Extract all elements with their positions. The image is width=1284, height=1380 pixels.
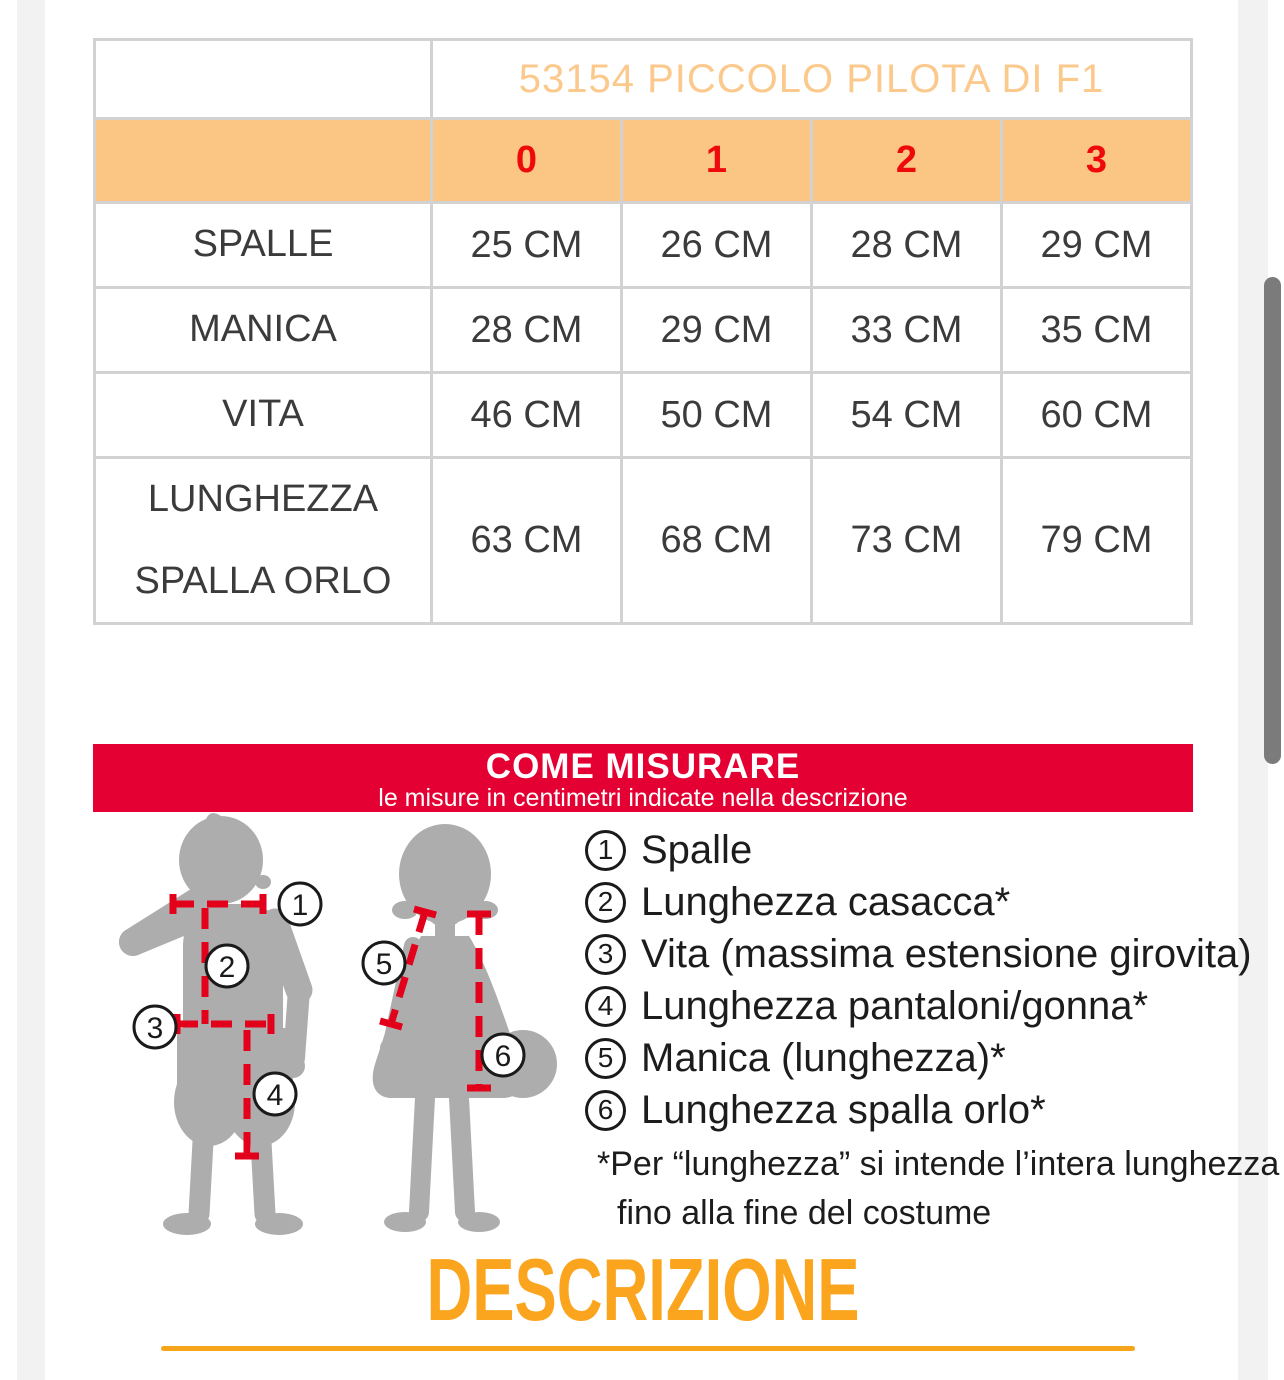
size-header-0: 0 <box>432 119 622 203</box>
figure-marker-6: 6 <box>494 1040 512 1073</box>
table-row <box>95 458 1192 624</box>
row-label-vita: VITA <box>95 373 432 458</box>
cell-value: 28 CM <box>812 203 1002 288</box>
item-label: Lunghezza casacca* <box>641 879 1011 924</box>
row-label-manica: MANICA <box>95 288 432 373</box>
item-label: Vita (massima estensione girovita) <box>641 931 1252 976</box>
cell-value: 25 CM <box>432 203 622 288</box>
row-label-lunghezza-spalla-orlo: LUNGHEZZA SPALLA ORLO <box>95 458 432 624</box>
cell-value: 33 CM <box>812 288 1002 373</box>
item-number-badge: 3 <box>585 934 626 975</box>
figure-marker-1: 1 <box>291 889 309 922</box>
figure-marker-4: 4 <box>266 1079 284 1112</box>
item-label: Lunghezza pantaloni/gonna* <box>641 983 1149 1028</box>
cell-value: 79 CM <box>1002 458 1192 624</box>
cell-value: 46 CM <box>432 373 622 458</box>
measure-list-item <box>585 876 1252 928</box>
footnote-line-2: fino alla fine del costume <box>617 1194 992 1233</box>
table-row <box>95 373 1192 458</box>
banner-subtitle: le misure in centimetri indicate nella descrizione <box>378 784 908 812</box>
left-page-margin <box>17 0 45 1380</box>
banner-title: COME MISURARE <box>485 747 801 786</box>
size-header-3: 3 <box>1002 119 1192 203</box>
cell-value: 29 CM <box>622 288 812 373</box>
item-number-badge: 1 <box>585 830 626 871</box>
item-label: Spalle <box>641 827 753 872</box>
item-number-badge: 6 <box>585 1090 626 1131</box>
size-chart-table <box>93 38 1193 625</box>
measure-list-item <box>585 980 1252 1032</box>
scrollbar-thumb[interactable] <box>1264 277 1281 764</box>
footnote-line-1: *Per “lunghezza” si intende l’intera lunghezza <box>597 1145 1280 1183</box>
cell-value: 63 CM <box>432 458 622 624</box>
come-misurare-banner <box>93 744 1193 812</box>
cell-value: 54 CM <box>812 373 1002 458</box>
measure-list-item <box>585 928 1252 980</box>
measure-list-item <box>585 824 1252 876</box>
cell-value: 35 CM <box>1002 288 1192 373</box>
figure-marker-5: 5 <box>375 948 393 981</box>
size-chart-corner-cell <box>95 40 432 119</box>
figure-marker-3: 3 <box>146 1012 164 1045</box>
cell-value: 50 CM <box>622 373 812 458</box>
measure-list-item <box>585 1084 1252 1136</box>
size-row-empty-cell <box>95 119 432 203</box>
row-label-spalle: SPALLE <box>95 203 432 288</box>
measure-legend-list <box>585 824 1252 1136</box>
cell-value: 68 CM <box>622 458 812 624</box>
item-label: Lunghezza spalla orlo* <box>641 1087 1046 1132</box>
item-number-badge: 2 <box>585 882 626 923</box>
cell-value: 29 CM <box>1002 203 1192 288</box>
size-header-1: 1 <box>622 119 812 203</box>
descrizione-heading: DESCRIZIONE <box>426 1240 860 1339</box>
cell-value: 28 CM <box>432 288 622 373</box>
product-title: 53154 PICCOLO PILOTA DI F1 <box>432 40 1192 119</box>
size-header-2: 2 <box>812 119 1002 203</box>
item-number-badge: 4 <box>585 986 626 1027</box>
table-row <box>95 288 1192 373</box>
item-label: Manica (lunghezza)* <box>641 1035 1006 1080</box>
descrizione-divider <box>161 1346 1135 1351</box>
cell-value: 60 CM <box>1002 373 1192 458</box>
table-row <box>95 203 1192 288</box>
cell-value: 73 CM <box>812 458 1002 624</box>
item-number-badge: 5 <box>585 1038 626 1079</box>
cell-value: 26 CM <box>622 203 812 288</box>
measure-footnote <box>597 1140 1279 1239</box>
measure-list-item <box>585 1032 1252 1084</box>
figure-marker-2: 2 <box>218 951 236 984</box>
